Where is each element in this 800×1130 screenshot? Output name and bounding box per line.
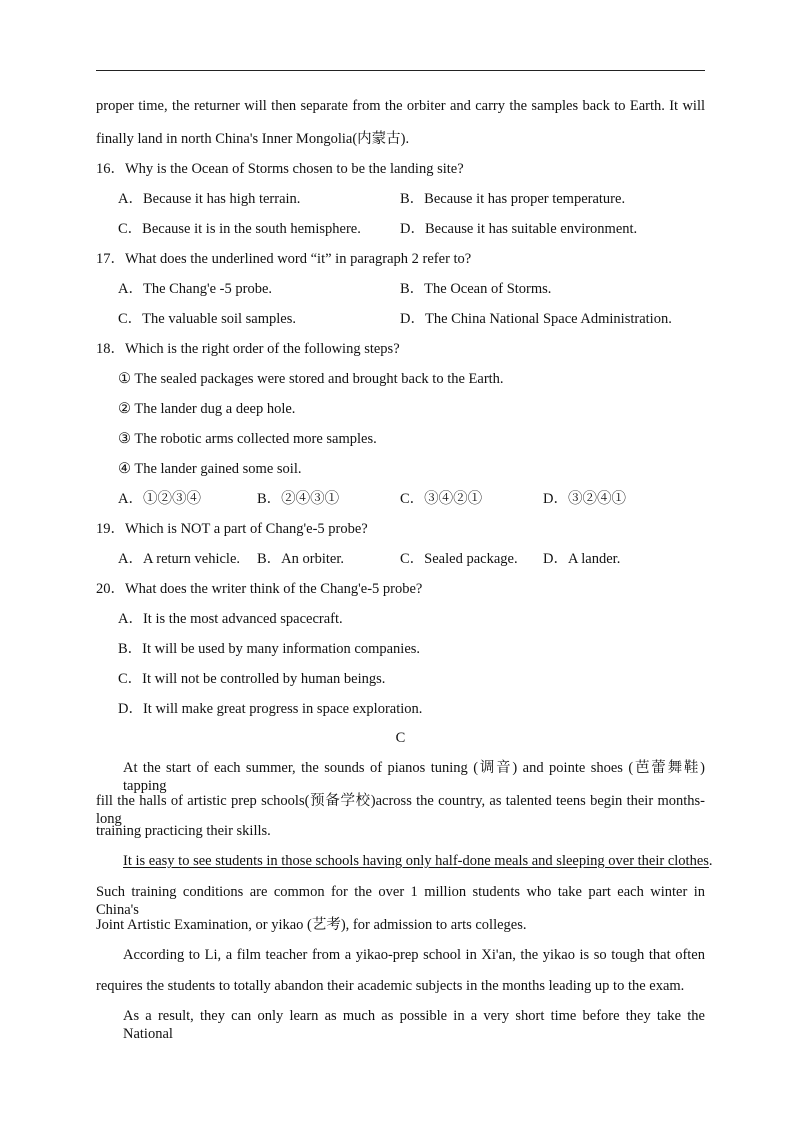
q18-step-2: ② The lander dug a deep hole. [118,401,296,417]
passage-c-p3-line-1: According to Li, a film teacher from a yikao-prep school in Xi'an, the yikao is so tough that often [123,947,705,963]
q18-option-b: B．②④③① [257,491,340,507]
q18-step-1: ① The sealed packages were stored and brought back to the Earth. [118,371,504,387]
question-18-stem: 18．Which is the right order of the following steps? [96,341,400,357]
passage-c-p1-line-3: training practicing their skills. [96,823,271,839]
q16-option-c: C．Because it is in the south hemisphere. [118,221,361,237]
passage-c-p1-line-2: fill the halls of artistic prep schools(预备学校)across the country, as talented teens begin their months-long [96,793,705,827]
q18-step-4: ④ The lander gained some soil. [118,461,302,477]
q18-option-d: D．③②④① [543,491,626,507]
q19-option-b: B．An orbiter. [257,551,344,567]
q18-option-c: C．③④②① [400,491,483,507]
underlined-sentence: It is easy to see students in those schools having only half-done meals and sleeping over their clothes [123,853,709,869]
q17-option-d: D．The China National Space Administration. [400,311,672,327]
question-19-stem: 19．Which is NOT a part of Chang'e-5 probe? [96,521,368,537]
passage-b-line-2: finally land in north China's Inner Mongolia(内蒙古). [96,131,410,147]
header-rule [96,70,705,71]
question-20-stem: 20．What does the writer think of the Chang'e-5 probe? [96,581,423,597]
question-17-stem: 17．What does the underlined word “it” in paragraph 2 refer to? [96,251,472,267]
q17-option-c: C．The valuable soil samples. [118,311,296,327]
q18-option-a: A．①②③④ [118,491,201,507]
q19-option-d: D．A lander. [543,551,621,567]
passage-c-p2-line-3: Joint Artistic Examination, or yikao (艺考), for admission to arts colleges. [96,917,527,933]
q17-option-b: B．The Ocean of Storms. [400,281,552,297]
q16-option-d: D．Because it has suitable environment. [400,221,638,237]
passage-c-p4-line-1: As a result, they can only learn as much as possible in a very short time before they take the National [123,1008,705,1042]
q20-option-b: B．It will be used by many information companies. [118,641,421,657]
passage-c-p2-line-1 [123,852,713,870]
q17-option-a: A．The Chang'e -5 probe. [118,281,273,297]
q18-step-3: ③ The robotic arms collected more samples. [118,431,377,447]
q20-option-d: D．It will make great progress in space exploration. [118,701,423,717]
q20-option-a: A．It is the most advanced spacecraft. [118,611,343,627]
q19-option-c: C．Sealed package. [400,551,518,567]
passage-c-p3-line-2: requires the students to totally abandon their academic subjects in the months leading up to the exam. [96,978,685,994]
passage-c-p2-line-2: Such training conditions are common for the over 1 million students who take part each winter in China's [96,884,705,918]
passage-c-p1-line-1: At the start of each summer, the sounds of pianos tuning (调音) and pointe shoes (芭蕾舞鞋) tapping [123,760,705,794]
passage-c-heading: C [395,730,406,746]
passage-b-line-1: proper time, the returner will then separate from the orbiter and carry the samples back to Earth. It will [96,98,705,114]
question-16-stem: 16．Why is the Ocean of Storms chosen to be the landing site? [96,161,464,177]
q20-option-c: C．It will not be controlled by human beings. [118,671,386,687]
sentence-period: . [708,853,713,869]
q16-option-b: B．Because it has proper temperature. [400,191,626,207]
q19-option-a: A．A return vehicle. [118,551,241,567]
q16-option-a: A．Because it has high terrain. [118,191,301,207]
